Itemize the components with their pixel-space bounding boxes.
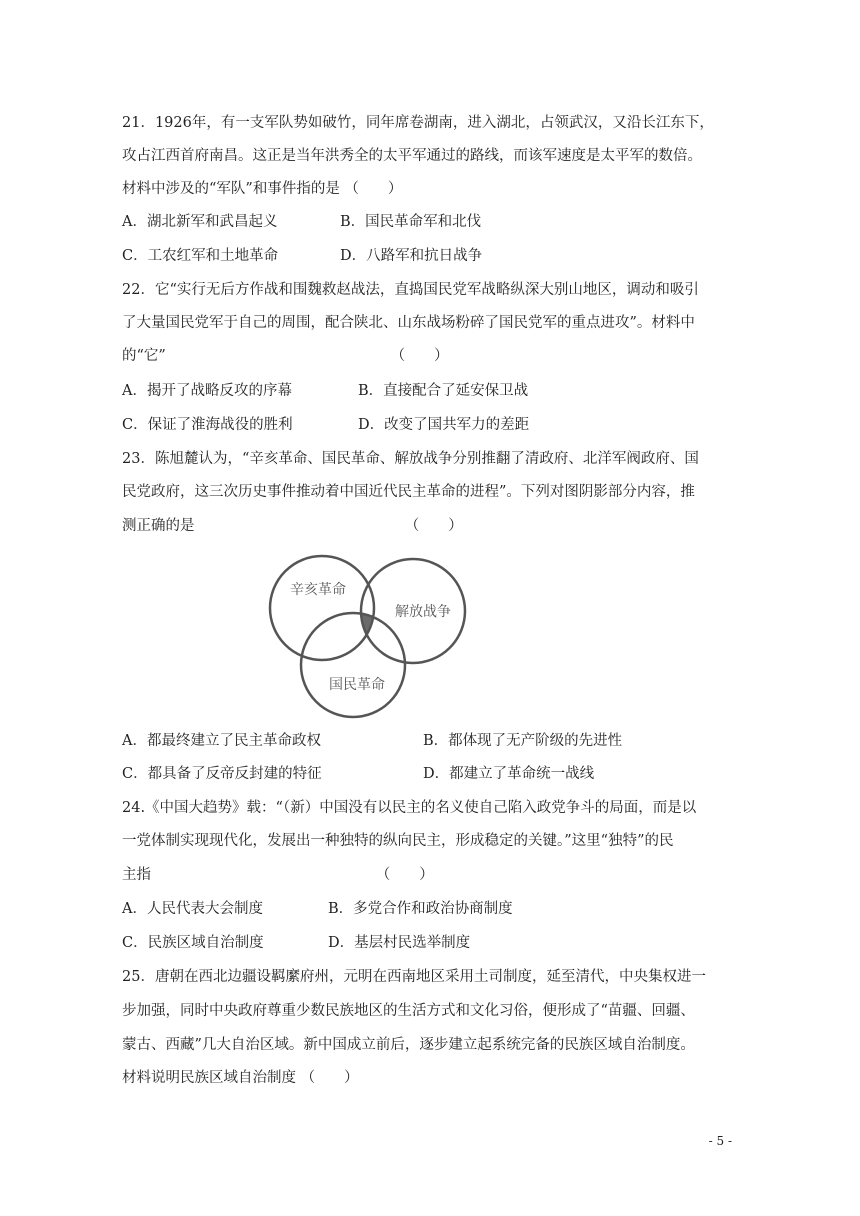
q22-option-b: B．直接配合了延安保卫战 (358, 383, 529, 399)
q24-option-a: A．人民代表大会制度 (122, 901, 263, 917)
venn-circle-guomin (301, 613, 405, 717)
venn-label-xinhai: 辛亥革命 (290, 582, 346, 598)
q22-option-c: C．保证了淮海战役的胜利 (122, 417, 293, 433)
q25-stem-line-2: 步加强，同时中央政府尊重少数民族地区的生活方式和文化习俗，便形成了“苗疆、回疆、 (122, 1003, 695, 1019)
q24-stem-line-2: 一党体制实现现代化，发展出一种独特的纵向民主，形成稳定的关键。”这里“独特”的民 (122, 833, 674, 849)
q23-stem-line-3: 测正确的是 （ ） (122, 518, 463, 534)
q22-option-d: D．改变了国共军力的差距 (358, 417, 530, 433)
q21-stem-line-3: 材料中涉及的“军队”和事件指的是 （ ） (122, 181, 403, 197)
venn-label-jiefang: 解放战争 (395, 604, 451, 620)
q24-stem-line-1: 24.《中国大趋势》载：“（新）中国没有以民主的名义使自己陷入政党争斗的局面，而是以 (122, 800, 697, 816)
q23-option-a: A．都最终建立了民主革命政权 (122, 733, 321, 749)
q21-option-c: C．工农红军和土地革命 (122, 248, 279, 264)
q24-option-b: B．多党合作和政治协商制度 (328, 901, 513, 917)
q24-stem-line-3: 主指 （ ） (122, 867, 434, 883)
q21-option-b: B．国民革命军和北伐 (340, 214, 482, 230)
q21-stem-line-1: 21．1926年，有一支军队势如破竹，同年席卷湖南，进入湖北，占领武汉，又沿长江东下， (122, 115, 714, 131)
q22-stem-line-1: 22．它“实行无后方作战和围魏救赵战法，直捣国民党军战略纵深大别山地区，调动和吸引 (122, 282, 699, 298)
q22-stem-line-2: 了大量国民党军于自己的周围，配合陕北、山东战场粉碎了国民党军的重点进攻”。材料中 (122, 315, 695, 331)
q23-option-b: B．都体现了无产阶级的先进性 (423, 733, 623, 749)
q24-option-c: C．民族区域自治制度 (122, 935, 264, 951)
q21-stem-line-2: 攻占江西首府南昌。这正是当年洪秀全的太平军通过的路线，而该军速度是太平军的数倍。 (122, 148, 702, 164)
venn-label-guomin: 国民革命 (329, 677, 385, 693)
venn-diagram (265, 552, 475, 722)
q23-stem-line-2: 民党政府，这三次历史事件推动着中国近代民主革命的进程”。下列对图阴影部分内容，推 (122, 484, 695, 500)
q25-stem-line-3: 蒙古、西藏”几大自治区域。新中国成立前后，逐步建立起系统完备的民族区域自治制度。 (122, 1037, 695, 1053)
q22-stem-line-3: 的“它” （ ） (122, 348, 449, 364)
venn-circle-xinhai (270, 556, 374, 660)
q25-stem-line-4: 材料说明民族区域自治制度 （ ） (122, 1070, 359, 1086)
q21-option-d: D．八路军和抗日战争 (340, 248, 483, 264)
page-number: - 5 - (708, 1134, 732, 1148)
q25-stem-line-1: 25．唐朝在西北边疆设羁縻府州，元明在西南地区采用土司制度，延至清代，中央集权进一 (122, 969, 706, 985)
q23-stem-line-1: 23．陈旭麓认为，“辛亥革命、国民革命、解放战争分别推翻了清政府、北洋军阀政府、国 (122, 451, 699, 467)
q24-option-d: D．基层村民选举制度 (328, 935, 471, 951)
q21-option-a: A．湖北新军和武昌起义 (122, 214, 278, 230)
q22-option-a: A．揭开了战略反攻的序幕 (122, 383, 292, 399)
q23-option-d: D．都建立了革命统一战线 (423, 766, 595, 782)
q23-option-c: C．都具备了反帝反封建的特征 (122, 766, 322, 782)
